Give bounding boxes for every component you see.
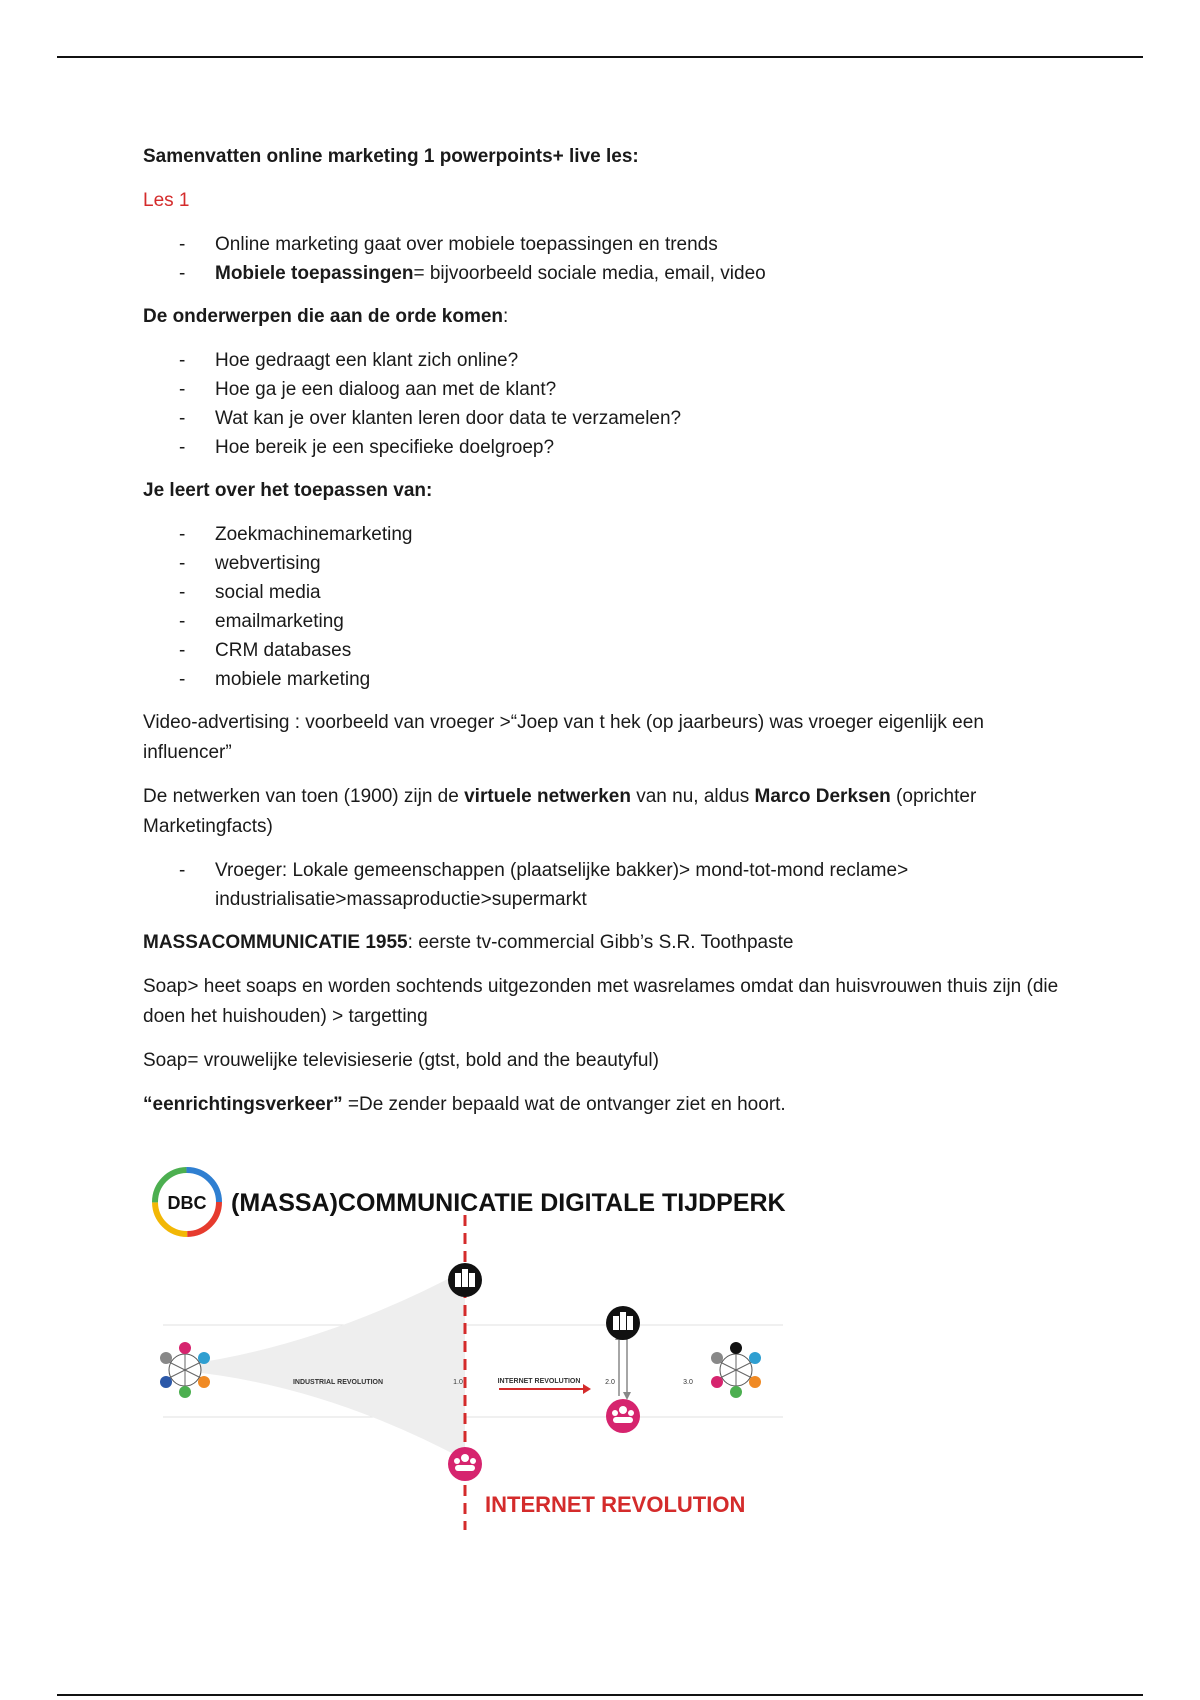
list-item: - Wat kan je over klanten leren door data te verzamelen? — [215, 404, 1073, 433]
lesson-label: Les 1 — [143, 190, 190, 211]
topics-heading: De onderwerpen die aan de orde komen: — [143, 306, 509, 327]
list-item: - Hoe ga je een dialoog aan met de klant? — [215, 375, 1073, 404]
header-rule — [57, 56, 1143, 58]
network-icon-right — [711, 1342, 761, 1398]
list-item: - Mobiele toepassingen= bijvoorbeeld sociale media, email, video — [215, 259, 1073, 288]
stage-2-label: 2.0 — [605, 1379, 615, 1386]
communication-figure — [143, 1160, 803, 1535]
list-item: - webvertising — [215, 549, 1073, 578]
mass-paragraph: MASSACOMMUNICATIE 1955: eerste tv-commercial Gibb’s S.R. Toothpaste — [143, 932, 794, 953]
list-item: - emailmarketing — [215, 607, 1073, 636]
footer-rule — [57, 1694, 1143, 1696]
document-body — [143, 142, 1073, 1134]
dbc-logo — [155, 1170, 219, 1234]
figure-caption: INTERNET REVOLUTION — [485, 1492, 746, 1517]
topics-list — [143, 346, 1073, 462]
list-item: - Online marketing gaat over mobiele toepassingen en trends — [215, 230, 1073, 259]
logo-text: DBC — [167, 1193, 207, 1213]
stage-1-label: 1.0 — [453, 1379, 463, 1386]
history-list — [143, 856, 1073, 914]
document-title: Samenvatten online marketing 1 powerpoints+ live les: — [143, 146, 639, 167]
arrow-down-head — [623, 1392, 631, 1400]
sender-icon-top — [448, 1263, 482, 1297]
list-item: - Vroeger: Lokale gemeenschappen (plaatselijke bakker)> mond-tot-mond reclame> industrialisatie>massaproductie>supermarkt — [215, 856, 1073, 914]
list-item: - CRM databases — [215, 636, 1073, 665]
list-item: - Hoe gedraagt een klant zich online? — [215, 346, 1073, 375]
figure-svg — [143, 1160, 803, 1535]
sender-icon-right — [606, 1306, 640, 1340]
list-item: - mobiele marketing — [215, 665, 1073, 694]
figure-title: (MASSA)COMMUNICATIE DIGITALE TIJDPERK — [231, 1189, 786, 1217]
list-item: - social media — [215, 578, 1073, 607]
soap-paragraph-1: Soap> heet soaps en worden sochtends uitgezonden met wasrelames omdat dan huisvrouwen thuis zijn (die doen het huishouden) > targetting — [143, 976, 1059, 1027]
learn-heading: Je leert over het toepassen van: — [143, 480, 433, 501]
learn-list — [143, 520, 1073, 694]
internet-arrowhead — [583, 1384, 591, 1394]
list-item: - Zoekmachinemarketing — [215, 520, 1073, 549]
industrial-funnel — [183, 1270, 465, 1460]
oneway-paragraph: “eenrichtingsverkeer” =De zender bepaald wat de ontvanger ziet en hoort. — [143, 1094, 786, 1115]
networks-paragraph: De netwerken van toen (1900) zijn de virtuele netwerken van nu, aldus Marco Derksen (oprichter Marketingfacts) — [143, 786, 977, 837]
audience-icon-right — [606, 1399, 640, 1433]
soap-paragraph-2: Soap= vrouwelijke televisieserie (gtst, bold and the beautyful) — [143, 1050, 659, 1071]
intro-list — [143, 230, 1073, 288]
industrial-label: INDUSTRIAL REVOLUTION — [292, 1379, 384, 1386]
internet-small-label: INTERNET REVOLUTION — [497, 1378, 581, 1385]
video-paragraph: Video-advertising : voorbeeld van vroeger >“Joep van t hek (op jaarbeurs) was vroeger eigenlijk een influencer” — [143, 712, 984, 763]
stage-3-label: 3.0 — [683, 1379, 693, 1386]
audience-icon-bottom — [448, 1447, 482, 1481]
list-item: - Hoe bereik je een specifieke doelgroep? — [215, 433, 1073, 462]
